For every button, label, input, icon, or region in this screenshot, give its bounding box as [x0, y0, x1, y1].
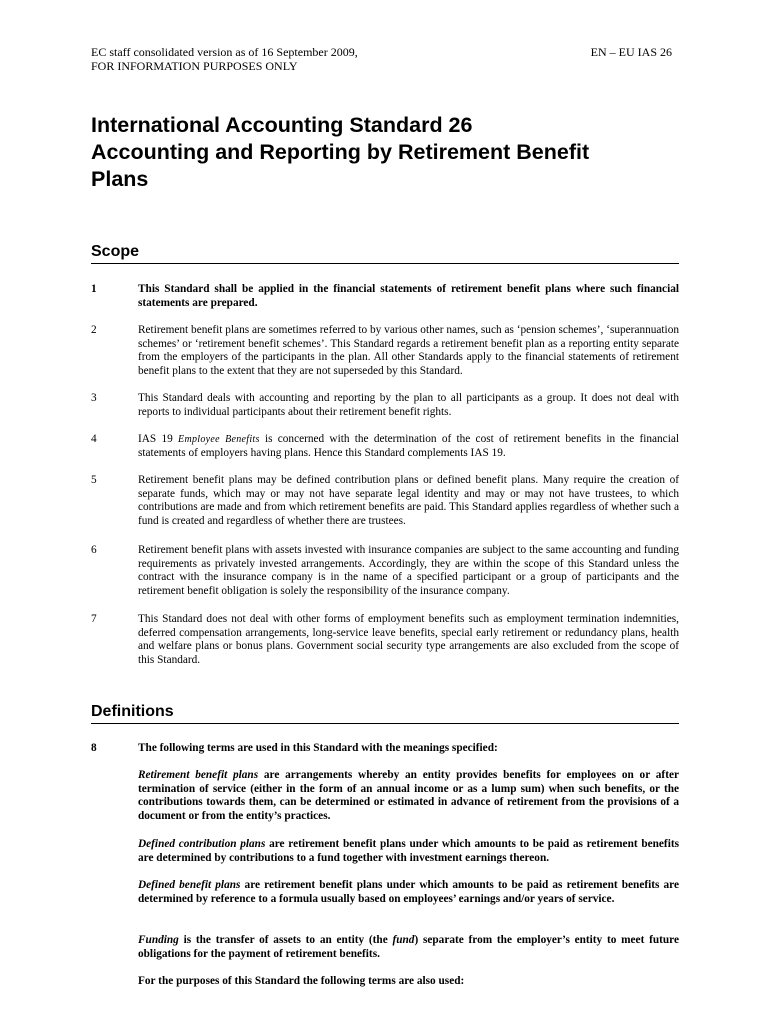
paragraph-2 — [91, 324, 679, 378]
defined-term: Defined benefit plans — [138, 879, 241, 891]
definition-retirement-benefit-plans: Retirement benefit plans are arrangements whereby an entity provides benefits for employees on or after termination of service (either in the form of an annual income or as a lump sum) when such benefits, or the contributions towards them, can be determined or estimated in advance of retirement from the provisions of a document or from the entity’s practices. — [138, 769, 679, 822]
paragraph-8 — [91, 742, 679, 756]
document-title — [91, 112, 691, 193]
title-line-3: Plans — [91, 167, 149, 191]
paragraph-number: 4 — [91, 433, 97, 445]
paragraph-5 — [91, 474, 679, 528]
paragraph-number: 2 — [91, 324, 97, 336]
paragraph-text: The following terms are used in this Standard with the meanings specified: — [138, 742, 498, 754]
paragraph-text: IAS 19 Employee Benefits is concerned with the determination of the cost of retirement benefits in the financial statements of employers having plans. Hence this Standard complements IAS 19. — [138, 433, 679, 459]
title-line-1: International Accounting Standard 26 — [91, 113, 473, 137]
header-doc-id: EN – EU IAS 26 — [590, 45, 672, 59]
scope-heading: Scope — [91, 242, 679, 264]
defined-term: Defined contribution plans — [138, 838, 266, 850]
paragraph-number: 1 — [91, 283, 97, 295]
paragraph-4 — [91, 433, 679, 460]
paragraph-3 — [91, 392, 679, 419]
defined-term: Funding — [138, 934, 179, 946]
definitions-heading: Definitions — [91, 702, 679, 724]
defined-term: Retirement benefit plans — [138, 769, 259, 781]
paragraph-text: Retirement benefit plans are sometimes referred to by various other names, such as ‘pension schemes’, ‘superannuation schemes’ or ‘retirement benefit schemes’. This Standard regards a retirement benefit plan as a reporting entity separate from the employers of the participants in the plan. All other Standards apply to the financial statements of retirement benefit plans to the extent that they are not superseded by this Standard. — [138, 324, 679, 377]
paragraph-number: 5 — [91, 474, 97, 486]
paragraph-6 — [91, 544, 679, 598]
header-info-line: FOR INFORMATION PURPOSES ONLY — [91, 59, 298, 73]
paragraph-text: Retirement benefit plans may be defined contribution plans or defined benefit plans. Many require the creation of separate funds, which may or may not have separate legal identity and may or may not have trustees, to which contributions are made and from which retirement benefits are paid. This Standard applies regardless of whether such a fund is created and regardless of whether there are trustees. — [138, 474, 679, 527]
paragraph-1 — [91, 283, 679, 310]
paragraph-number: 8 — [91, 742, 97, 754]
paragraph-text: This Standard does not deal with other forms of employment benefits such as employment termination indemnities, deferred compensation arrangements, long-service leave benefits, special early retirement or redundancy plans, health and welfare plans or bonus plans. Government social security type arrangements are also excluded from the scope of this Standard. — [138, 613, 679, 666]
definition-defined-benefit-plans: Defined benefit plans are retirement benefit plans under which amounts to be paid as retirement benefits are determined by reference to a formula usually based on employees’ earnings and/or years of service. — [138, 879, 680, 905]
paragraph-7 — [91, 613, 679, 667]
header-notice — [91, 45, 358, 73]
definitions-closing: For the purposes of this Standard the following terms are also used: — [138, 975, 465, 987]
paragraph-number: 7 — [91, 613, 97, 625]
defined-term-fund: fund — [392, 934, 415, 946]
paragraph-text: Retirement benefit plans with assets invested with insurance companies are subject to the same accounting and funding requirements as privately invested arrangements. Accordingly, they are within the scope of this Standard unless the contract with the insurance company is in the name of a specified participant or a group of participants and the retirement benefit obligation is solely the responsibility of the insurance company. — [138, 544, 679, 597]
paragraph-text: This Standard shall be applied in the financial statements of retirement benefit plans where such financial statements are prepared. — [138, 283, 679, 309]
paragraph-number: 3 — [91, 392, 97, 404]
paragraph-text: This Standard deals with accounting and reporting by the plan to all participants as a group. It does not deal with reports to individual participants about their retirement benefit rights. — [138, 392, 679, 418]
header-version-line: EC staff consolidated version as of 16 September 2009, — [91, 45, 358, 59]
definition-funding: Funding is the transfer of assets to an entity (the fund) separate from the employer’s entity to meet future obligations for the payment of retirement benefits. — [138, 934, 679, 960]
title-line-2: Accounting and Reporting by Retirement Benefit — [91, 140, 590, 164]
paragraph-number: 6 — [91, 544, 97, 556]
cited-standard-title: Employee Benefits — [178, 434, 260, 445]
definition-defined-contribution-plans: Defined contribution plans are retirement benefit plans under which amounts to be paid as retirement benefits are determined by contributions to a fund together with investment earnings thereon. — [138, 838, 679, 864]
